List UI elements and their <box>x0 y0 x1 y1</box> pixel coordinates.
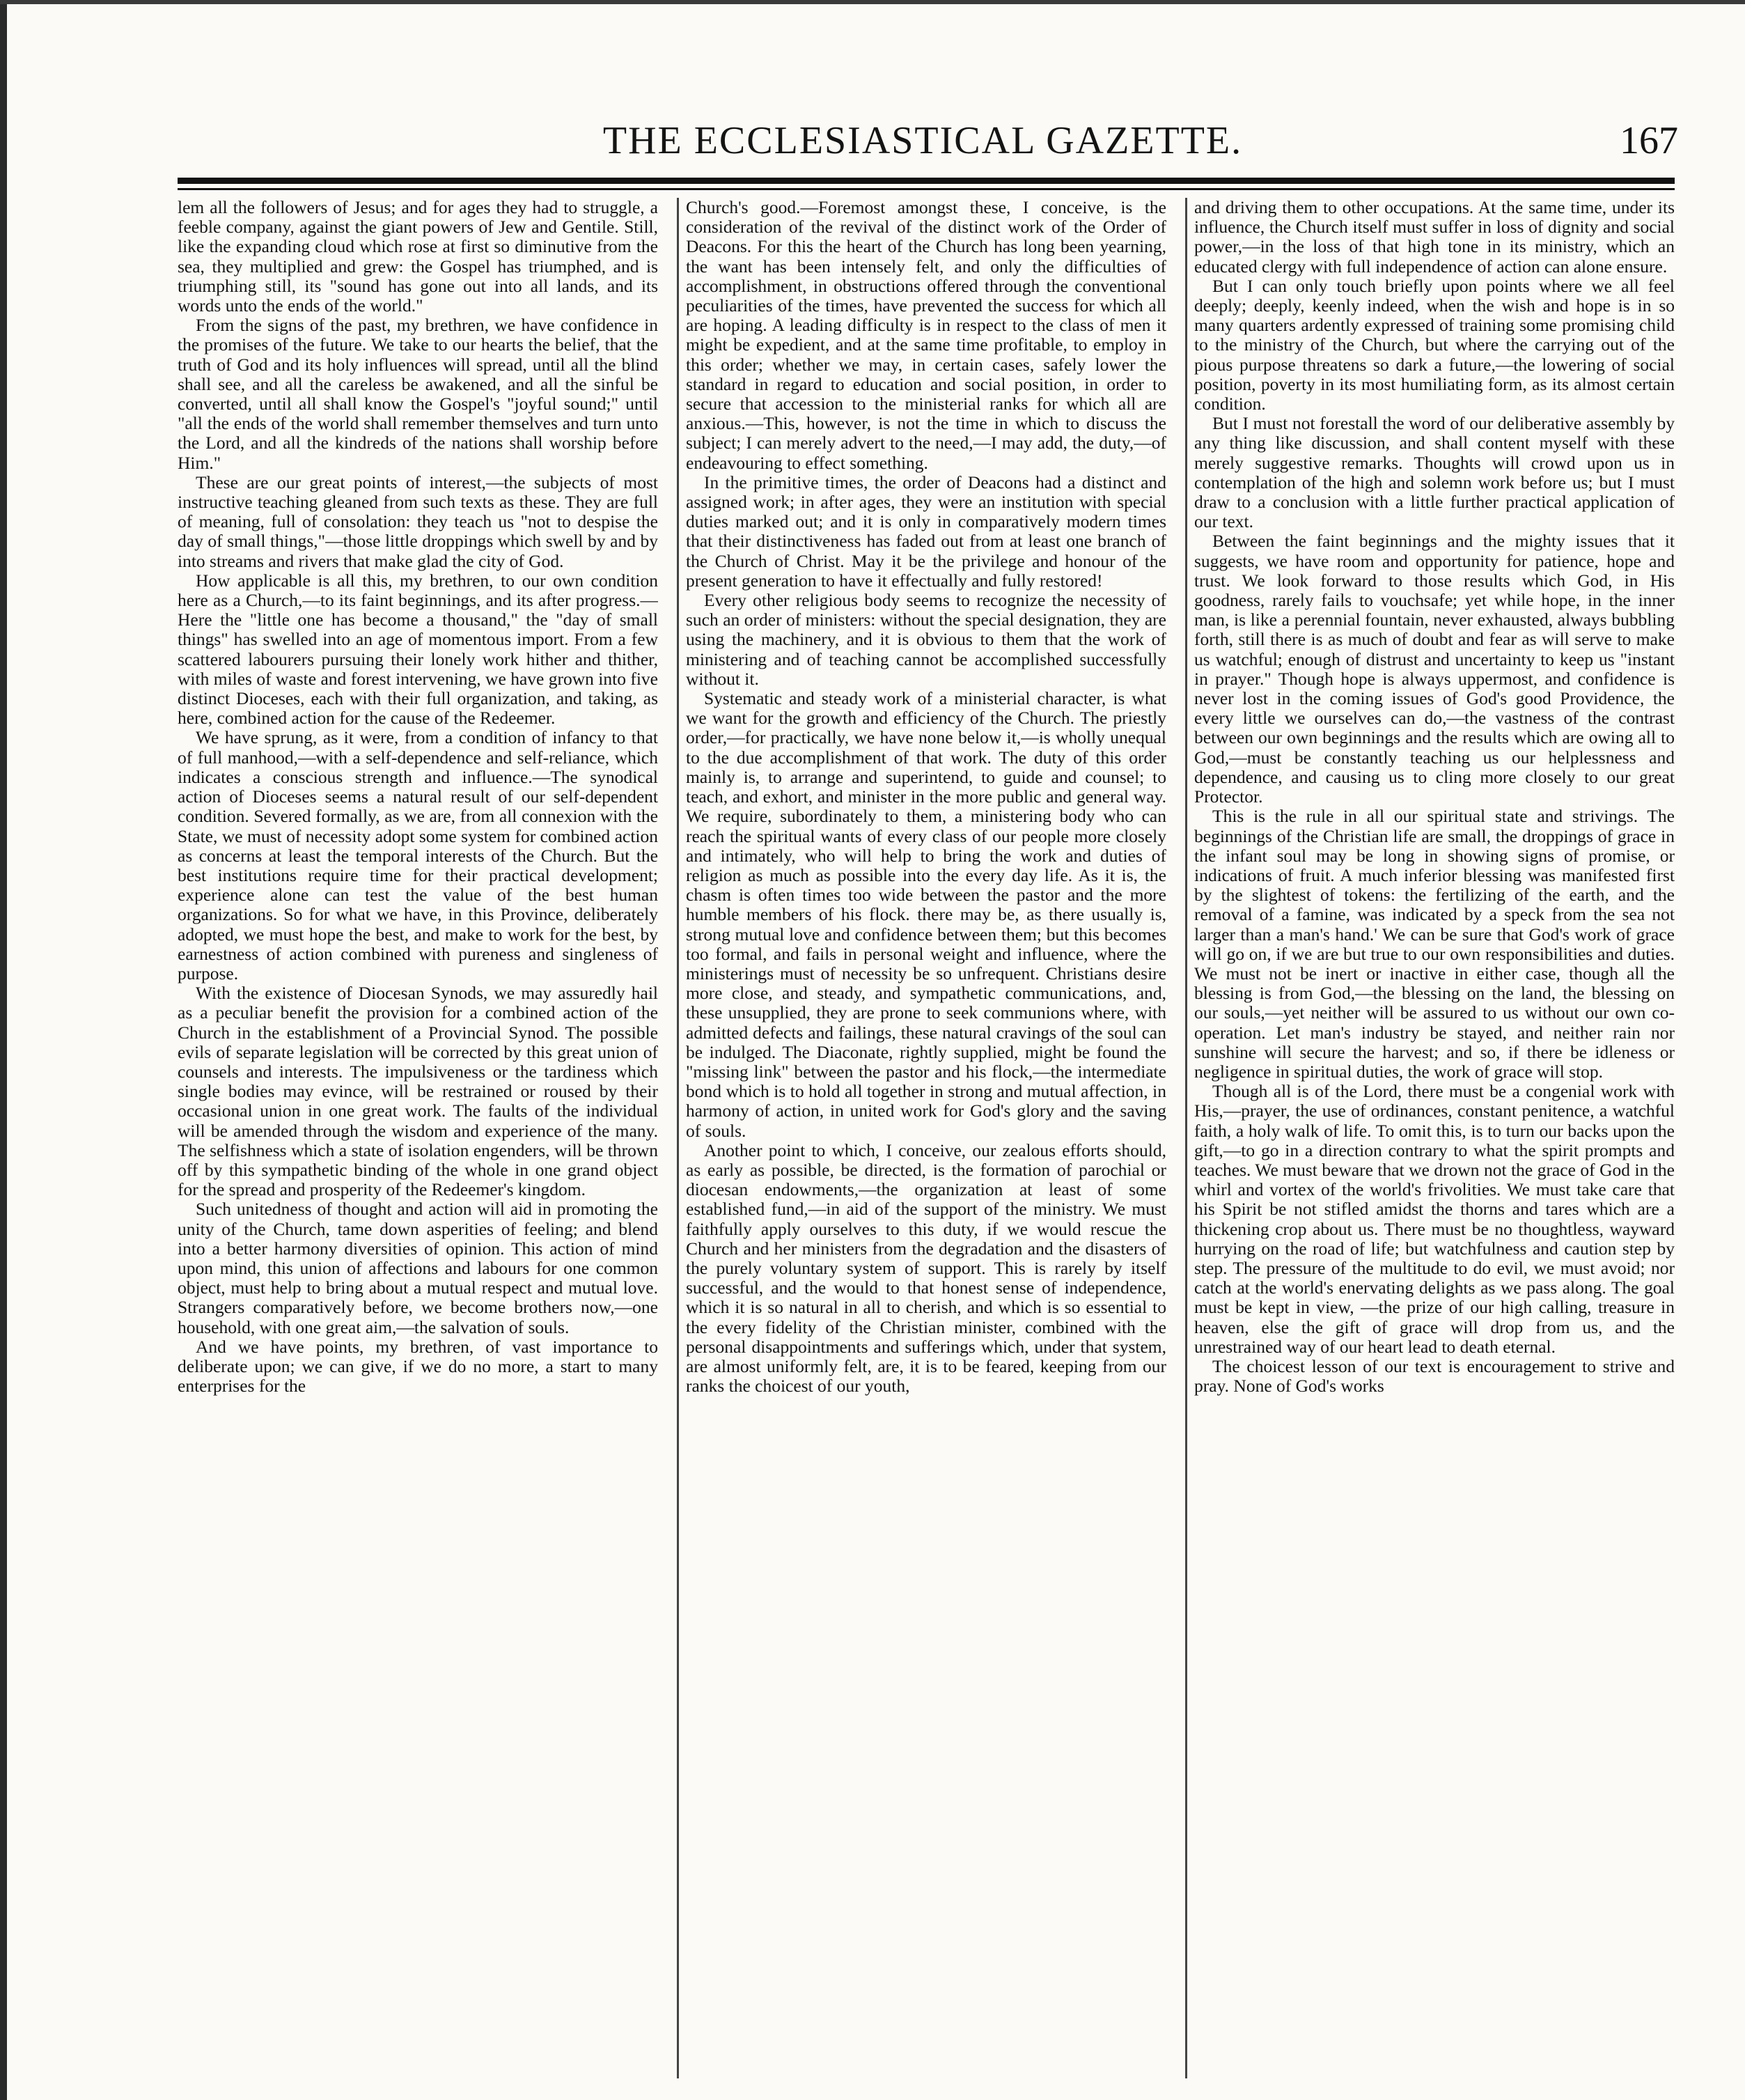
running-header <box>167 118 1678 174</box>
page-number: 167 <box>1620 119 1678 162</box>
text-column-2 <box>686 198 1166 2078</box>
paragraph: Such unitedness of thought and action will aid in promoting the unity of the Church, tame down asperities of feeling; and blend into a better harmony diversities of opinion. This action of mind upon mind, this union of affections and labours for one common object, must help to bring about a mutual respect and mutual love. Strangers comparatively before, we become brothers now,—one household, with one great aim,—the salvation of souls. <box>178 1199 658 1337</box>
paragraph: Every other religious body seems to recognize the necessity of such an order of ministers: without the special designation, they are using the machinery, and it is obvious to them that the work of ministering and of teaching cannot be accomplished successfully without it. <box>686 590 1166 689</box>
paragraph: Systematic and steady work of a ministerial character, is what we want for the growth and efficiency of the Church. The priestly order,—for practically, we have none below it,—is wholly unequal to the due accomplishment of that work. The duty of this order mainly is, to arrange and superintend, to guide and counsel; to teach, and exhort, and minister in the more public and general way. We require, subordinately to them, a ministering body who can reach the spiritual wants of every class of our people more closely and intimately, who will help to bring the work and duties of religion as much as possible into the every day life. As it is, the chasm is often times too wide between the pastor and the more humble members of his flock. there may be, as there usually is, strong mutual love and confidence between them; but this becomes too formal, and fails in personal weight and influence, where the ministerings must of necessity be so unfrequent. Christians desire more close, and steady, and sympathetic communications, and, these unsupplied, they are prone to seek communions where, with admitted defects and failings, these natural cravings of the soul can be indulged. The Diaconate, rightly supplied, might be found the "missing link" between the pastor and his flock,—the intermediate bond which is to hold all together in strong and mutual affection, in harmony of action, in united work for God's glory and the saving of souls. <box>686 688 1166 1141</box>
paragraph: With the existence of Diocesan Synods, we may assuredly hail as a peculiar benefit the provision for a combined action of the Church in the establishment of a Provincial Synod. The possible evils of separate legislation will be corrected by this great union of counsels and interests. The impulsiveness or the tardiness which single bodies may evince, will be restrained or roused by their occasional union in one great work. The faults of the individual will be amended through the wisdom and experience of the many. The selfishness which a state of isolation engenders, will be thrown off by this sympathetic binding of the whole in one grand object for the spread and prosperity of the Redeemer's kingdom. <box>178 983 658 1200</box>
header-rule-thick <box>178 178 1675 184</box>
publication-title: THE ECCLESIASTICAL GAZETTE. <box>602 119 1243 162</box>
paragraph: Another point to which, I conceive, our zealous efforts should, as early as possible, be directed, is the formation of parochial or diocesan endowments,—the organization at least of some established fund,—in aid of the support of the ministry. We must faithfully apply ourselves to this duty, if we would rescue the Church and her ministers from the degradation and the disasters of the purely voluntary system of support. This is rarely by itself successful, and the would to that honest sense of independence, which it is so natural in all to cherish, and which is so essential to the every fidelity of the Christian minister, combined with the personal disappointments and sufferings which, under that system, are almost uniformly felt, are, it is to be feared, keeping from our ranks the choicest of our youth, <box>686 1140 1166 1397</box>
header-rule-thin <box>178 188 1675 190</box>
paragraph: In the primitive times, the order of Deacons had a distinct and assigned work; in after ages, they were an institution with special duties marked out; and it is only in comparatively modern times that their distinctiveness has faded out from at least one branch of the Church of Christ. May it be the privilege and honour of the present generation to have it effectually and fully restored! <box>686 472 1166 591</box>
paragraph: Between the faint beginnings and the mighty issues that it suggests, we have room and opportunity for patience, hope and trust. We look forward to those results which God, in His goodness, rarely fails to vouchsafe; yet while hope, in the inner man, is like a perennial fountain, never exhausted, always bubbling forth, still there is as much of doubt and fear as will serve to make us watchful; enough of distrust and uncertainty to keep us "instant in prayer." Though hope is always uppermost, and confidence is never lost in the coming issues of God's good Providence, the every little we ourselves can do,—the vastness of the contrast between our own beginnings and the results which are owing all to God,—must be constantly teaching us our helplessness and dependence, and causing us to cling more closely to our great Protector. <box>1194 531 1675 807</box>
paragraph: But I can only touch briefly upon points where we all feel deeply; deeply, keenly indeed, when the wish and hope is in so many quarters ardently expressed of training some promising child to the ministry of the Church, but where the carrying out of the pious purpose threatens so dark a future,—the lowering of social position, poverty in its most humiliating form, as its almost certain condition. <box>1194 275 1675 414</box>
paragraph: Though all is of the Lord, there must be a congenial work with His,—prayer, the use of ordinances, constant penitence, a watchful faith, a holy walk of life. To omit this, is to turn our backs upon the gift,—to go in a direction contrary to what the spirit prompts and teaches. We must beware that we drown not the grace of God in the whirl and vortex of the world's frivolities. We must take care that his Spirit be not stifled amidst the thorns and tares which are a thickening crop about us. There must be no thoughtless, wayward hurrying on the road of life; but watchfulness and caution step by step. The pressure of the multitude to do evil, we must avoid; nor catch at the world's enervating delights as we pass along. The goal must be kept in view, —the prize of our high calling, treasure in heaven, else the gift of grace will drop from us, and the unrestrained way of our heart lead to death eternal. <box>1194 1081 1675 1357</box>
paragraph: How applicable is all this, my brethren, to our own condition here as a Church,—to its faint beginnings, and its after progress.—Here the "little one has become a thousand," the "day of small things" has swelled into an age of momentous import. From a few scattered labourers pursuing their lonely work hither and thither, with miles of waste and forest intervening, we have grown into five distinct Dioceses, each with their full organization, and taking, as here, combined action for the cause of the Redeemer. <box>178 570 658 729</box>
paragraph: These are our great points of interest,—the subjects of most instructive teaching gleaned from such texts as these. They are full of meaning, full of consolation: they teach us "not to despise the day of small things,"—those little droppings which swell by and by into streams and rivers that make glad the city of God. <box>178 472 658 571</box>
paragraph: and driving them to other occupations. At the same time, under its influence, the Church itself must suffer in loss of dignity and social power,—in the loss of that high tone in its ministry, which an educated clergy with full independence of action can alone ensure. <box>1194 198 1675 277</box>
paragraph: Church's good.—Foremost amongst these, I conceive, is the consideration of the revival of the distinct work of the Order of Deacons. For this the heart of the Church has long been yearning, the want has been intensely felt, and only the difficulties of accomplishment, in obstructions offered through the conventional peculiarities of the times, have prevented the success for which all are hoping. A leading difficulty is in respect to the class of men it might be expedient, and at the same time profitable, to employ in this order; whether we may, in certain cases, safely lower the standard in regard to education and social position, in order to secure that accession to the ministerial ranks for which all are anxious.—This, however, is not the time in which to discuss the subject; I can merely advert to the need,—I may add, the duty,—of endeavouring to effect something. <box>686 198 1166 473</box>
page-edge <box>0 0 7 2100</box>
paragraph: lem all the followers of Jesus; and for ages they had to struggle, a feeble company, against the giant powers of Jew and Gentile. Still, like the expanding cloud which rose at first so diminutive from the sea, they multiplied and grew: the Gospel has triumphed, and is triumphing still, its "sound has gone out into all lands, and its words unto the ends of the world." <box>178 198 658 316</box>
paragraph: From the signs of the past, my brethren, we have confidence in the promises of the future. We take to our hearts the belief, that the truth of God and its holy influences will spread, until all the blind shall see, and all the careless be awakened, and all the sinful be converted, until all shall know the Gospel's "joyful sound;" until "all the ends of the world shall remember themselves and turn unto the Lord, and all the kindreds of the nations shall worship before Him." <box>178 315 658 473</box>
text-column-1 <box>178 198 658 2078</box>
paragraph: This is the rule in all our spiritual state and strivings. The beginnings of the Christian life are small, the droppings of grace in the infant soul may be long in showing signs of promise, or indications of fruit. A much inferior blessing was manifested first by the slightest of tokens: the fertilizing of the earth, and the removal of a famine, was indicated by a speck from the sea not larger than a man's hand.' We can be sure that God's work of grace will go on, if we are but true to our own responsibilities and duties. We must not be inert or inactive in either case, though all the blessing is from God,—the blessing on the land, the blessing on our souls,—yet neither will be assured to us without our own co-operation. Let man's industry be stayed, and neither rain nor sunshine will secure the harvest; and so, if there be idleness or negligence in spiritual duties, the work of grace will stop. <box>1194 806 1675 1082</box>
paragraph: And we have points, my brethren, of vast importance to deliberate upon; we can give, if we do no more, a start to many enterprises for the <box>178 1336 658 1397</box>
article-body <box>178 198 1675 2078</box>
paragraph: We have sprung, as it were, from a condition of infancy to that of full manhood,—with a self-dependence and self-reliance, which indicates a conscious strength and influence.—The synodical action of Dioceses seems a natural result of our self-dependent condition. Severed formally, as we are, from all connexion with the State, we must of necessity adopt some system for combined action as concerns at least the temporal interests of the Church. But the best institutions require time for their practical development; experience alone can test the value of the best human organizations. So for what we have, in this Province, deliberately adopted, we must hope the best, and make to work for the best, by earnestness of action combined with pureness and singleness of purpose. <box>178 727 658 983</box>
text-column-3 <box>1194 198 1675 2078</box>
paragraph: But I must not forestall the word of our deliberative assembly by any thing like discussion, and shall content myself with these merely suggestive remarks. Thoughts will crowd upon us in contemplation of the high and solemn work before us; but I must draw to a conclusion with a little further practical application of our text. <box>1194 413 1675 532</box>
paragraph: The choicest lesson of our text is encouragement to strive and pray. None of God's works <box>1194 1355 1675 1397</box>
page-top-edge <box>0 0 1745 4</box>
